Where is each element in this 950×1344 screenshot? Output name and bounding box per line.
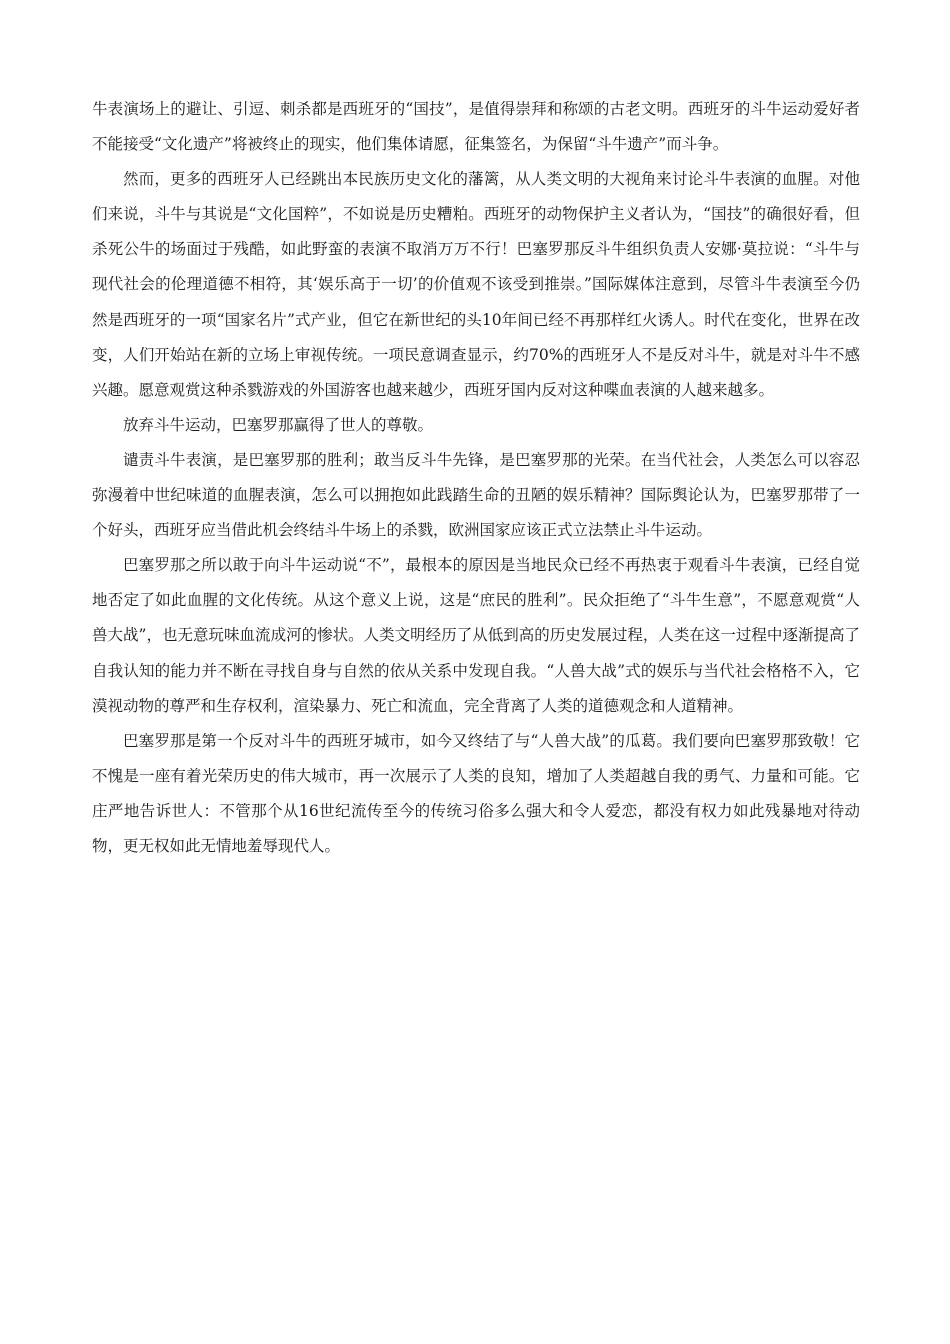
paragraph-2: 然而，更多的西班牙人已经跳出本民族历史文化的藩篱，从人类文明的大视角来讨论斗牛表演的血腥。对他们来说，斗牛与其说是“文化国粹”，不如说是历史糟粕。西班牙的动物保护主义者认为，“国技”的确很好看，但杀死公牛的场面过于残酷，如此野蛮的表演不取消万万不行！巴塞罗那反斗牛组织负责人安娜·莫拉说：“斗牛与现代社会的伦理道德不相符，其‘娱乐高于一切’的价值观不该受到推崇。”国际媒体注意到，尽管斗牛表演至今仍然是西班牙的一项“国家名片”式产业，但它在新世纪的头10年间已经不再那样红火诱人。时代在变化，世界在改变，人们开始站在新的立场上审视传统。一项民意调查显示，约70%的西班牙人不是反对斗牛，就是对斗牛不感兴趣。愿意观赏这种杀戮游戏的外国游客也越来越少，西班牙国内反对这种喋血表演的人越来越多。 (92, 170, 860, 399)
paragraph-3: 放弃斗牛运动，巴塞罗那赢得了世人的尊敬。 (123, 415, 434, 434)
paragraph-5: 巴塞罗那之所以敢于向斗牛运动说“不”，最根本的原因是当地民众已经不再热衷于观看斗牛表演，已经自觉地否定了如此血腥的文化传统。从这个意义上说，这是“庶民的胜利”。民众拒绝了“斗牛生意”，不愿意观赏“人兽大战”，也无意玩味血流成河的惨状。人类文明经历了从低到高的历史发展过程，人类在这一过程中逐渐提高了自我认知的能力并不断在寻找自身与自然的依从关系中发现自我。“人兽大战”式的娱乐与当代社会格格不入，它漠视动物的尊严和生存权利，渲染暴力、死亡和流血，完全背离了人类的道德观念和人道精神。 (92, 556, 860, 715)
paragraph-4: 谴责斗牛表演，是巴塞罗那的胜利；敢当反斗牛先锋，是巴塞罗那的光荣。在当代社会，人类怎么可以容忍弥漫着中世纪味道的血腥表演，怎么可以拥抱如此践踏生命的丑陋的娱乐精神？国际舆论认为，巴塞罗那带了一个好头，西班牙应当借此机会终结斗牛场上的杀戮，欧洲国家应该正式立法禁止斗牛运动。 (92, 450, 860, 540)
document-page (92, 92, 860, 864)
paragraph-6: 巴塞罗那是第一个反对斗牛的西班牙城市，如今又终结了与“人兽大战”的瓜葛。我们要向巴塞罗那致敬！它不愧是一座有着光荣历史的伟大城市，再一次展示了人类的良知，增加了人类超越自我的勇气、力量和可能。它庄严地告诉世人：不管那个从16世纪流传至今的传统习俗多么强大和令人爱恋，都没有权力如此残暴地对待动物，更无权如此无情地羞辱现代人。 (92, 731, 860, 855)
paragraph-1: 牛表演场上的避让、引逗、刺杀都是西班牙的“国技”，是值得崇拜和称颂的古老文明。西班牙的斗牛运动爱好者不能接受“文化遗产”将被终止的现实，他们集体请愿，征集签名，为保留“斗牛遗产”而斗争。 (92, 100, 860, 154)
